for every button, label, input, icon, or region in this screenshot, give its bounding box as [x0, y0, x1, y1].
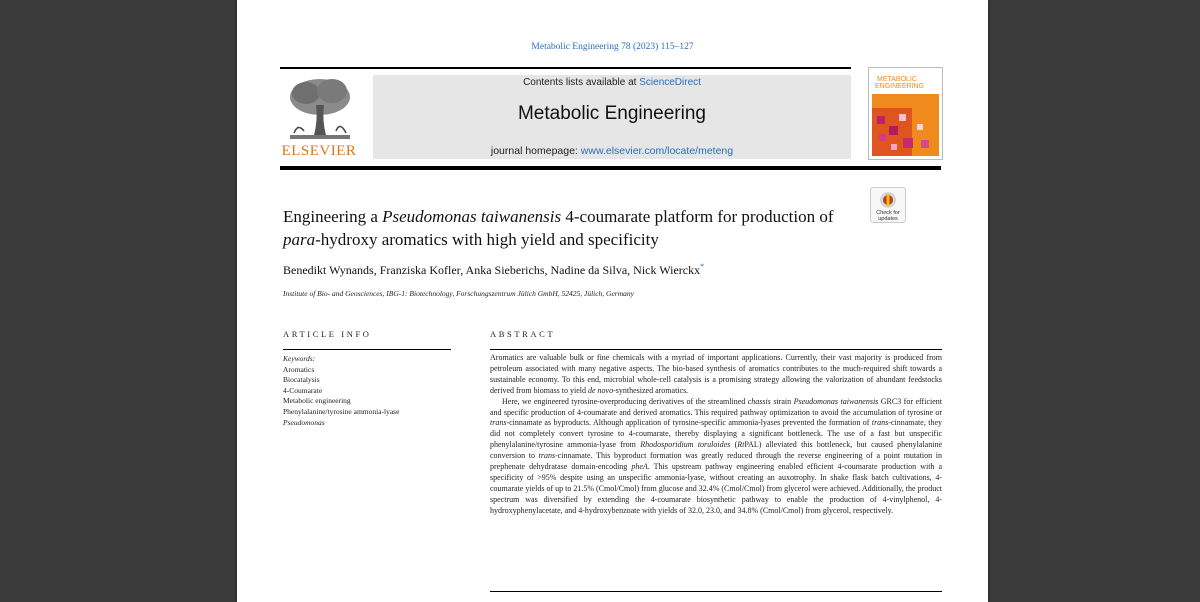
journal-homepage [373, 145, 851, 157]
keyword-item: Pseudomonas [283, 417, 325, 427]
abstract-heading: ABSTRACT [490, 329, 556, 339]
abstract-italic: de novo [587, 385, 614, 395]
abstract-text: -cinnamate. This byproduct formation was greatly reduced through the reverse engineering of a point mutation in prephenate dehydratase domain-encoding [490, 451, 943, 472]
abstract-text: Here, we engineered tyrosine-overproducing derivatives of the streamlined [502, 396, 748, 406]
abstract-text: ( [730, 440, 738, 450]
masthead-rule [280, 166, 941, 170]
keywords-list [283, 354, 399, 428]
abstract-text: GRC3 for efficient and specific production of 4-coumarate and derived aromatics. This required pathway optimization to avoid the accumulation of tyrosine or [490, 396, 942, 417]
abstract-paragraph-2 [490, 397, 942, 517]
journal-cover-image[interactable] [868, 67, 943, 160]
corresponding-author-link[interactable]: * [700, 262, 705, 271]
abstract-text: -synthesized aromatics. [613, 385, 689, 395]
abstract-text: PAL) alleviated this bottleneck, but caused phenylalanine conversion to [490, 440, 942, 461]
title-italic-2: para [283, 230, 316, 249]
abstract-bottom-rule [490, 591, 942, 592]
title-text-2: 4-coumarate platform for production of [561, 207, 834, 226]
article-info-heading: ARTICLE INFO [283, 329, 372, 339]
abstract-italic: Rhodosporidium toruloides [640, 440, 731, 450]
abstract-body [490, 353, 942, 517]
title-text-3: -hydroxy aromatics with high yield and specificity [315, 230, 659, 249]
header-rule [280, 67, 851, 69]
keyword-item: Metabolic engineering [283, 396, 351, 406]
journal-title: Metabolic Engineering [517, 103, 706, 124]
keyword-item: Phenylalanine/tyrosine ammonia-lyase [283, 406, 400, 416]
abstract-italic: trans [490, 418, 507, 428]
abstract-italic: Rt [737, 440, 745, 450]
crossmark-label-line1: Check for [876, 210, 900, 216]
abstract-text: -cinnamate as byproducts. Although application of tyrosine-specific ammonia-lyases prevented the formation of [506, 418, 872, 428]
affiliation: Institute of Bio- and Geosciences, IBG-1: Biotechnology, Forschungszentrum Jülich GmbH, 52425, Jülich, Germany [283, 289, 634, 298]
abstract-text: Aromatics are valuable bulk or fine chemicals with a myriad of important applications. Currently, their vast majority is produced from petroleum associated with many negative aspects. The bio-based synthesis of aromatics contributes to the much-required shift towards a sustainable economy. To this end, microbial whole-cell catalysis is a promising strategy allowing the valorization of abundant feedstocks derived from biomass to yield [490, 353, 942, 395]
abstract-text: strain [770, 396, 794, 406]
abstract-rule [490, 349, 942, 350]
contents-prefix: Contents lists available at [523, 77, 640, 88]
homepage-prefix: journal homepage: [490, 145, 581, 157]
contents-line [373, 77, 851, 88]
check-for-updates-button[interactable] [870, 187, 906, 223]
abstract-text: -cinnamate, they did not completely convert tyrosine to 4-coumarate, thereby displaying a significant bottleneck. The use of a fast but unspecific phenylalanine/tyrosine ammonia-lyase from [490, 418, 943, 450]
abstract-italic: chassis [747, 396, 771, 406]
elsevier-tree-icon [280, 75, 358, 141]
cover-title-line1: METABOLIC [877, 76, 917, 83]
crossmark-label [871, 210, 905, 222]
abstract-italic: pheA [631, 462, 648, 472]
journal-masthead [373, 75, 851, 159]
sciencedirect-link[interactable]: ScienceDirect [639, 77, 701, 88]
article-page [237, 0, 988, 602]
crossmark-icon [878, 190, 898, 210]
keyword-item: Biocatalysis [283, 375, 320, 385]
keyword-item: Aromatics [283, 364, 315, 374]
article-info-rule [283, 349, 451, 350]
title-italic-1: Pseudomonas taiwanensis [382, 207, 562, 226]
keywords-label: Keywords: [283, 354, 316, 363]
abstract-italic: Pseudomonas taiwanensis [793, 396, 879, 406]
elsevier-logo[interactable] [280, 75, 358, 160]
abstract-paragraph-1 [490, 353, 942, 397]
abstract-text: . This upstream pathway engineering enabled efficient 4-coumarate production with a specificity of >95% despite using an unspecific ammonia-lyase, without creating an auxotrophy. In shake flask batch cultivations, 4-coumarate yields of up to 21.5% (Cmol/Cmol) from glucose and 32.4% (Cmol/Cmol) from glycerol were achieved. Additionally, the product spectrum was diversified by extending the 4-coumarate biosynthetic pathway to enable the production of 4-vinylphenol, 4-hydroxyphenylacetate, and 4-hydroxybenzoate with yields of 32.0, 23.0, and 34.8% (Cmol/Cmol) from glycerol, respectively. [490, 462, 942, 515]
authors-text: Benedikt Wynands, Franziska Kofler, Anka Sieberichs, Nadine da Silva, Nick Wierckx [283, 263, 701, 277]
journal-reference-link[interactable]: Metabolic Engineering 78 (2023) 115–127 [531, 42, 694, 52]
homepage-url-link[interactable]: www.elsevier.com/locate/meteng [580, 145, 734, 157]
title-text-1: Engineering a [283, 207, 383, 226]
author-list [283, 262, 704, 278]
keyword-item: 4-Coumarate [283, 385, 323, 395]
crossmark-label-line2: updates [878, 216, 898, 222]
article-title [283, 205, 843, 251]
abstract-italic: trans [538, 451, 556, 461]
cover-title-line2: ENGINEERING [875, 83, 925, 90]
abstract-italic: trans [871, 418, 889, 428]
elsevier-wordmark: ELSEVIER [281, 143, 357, 159]
